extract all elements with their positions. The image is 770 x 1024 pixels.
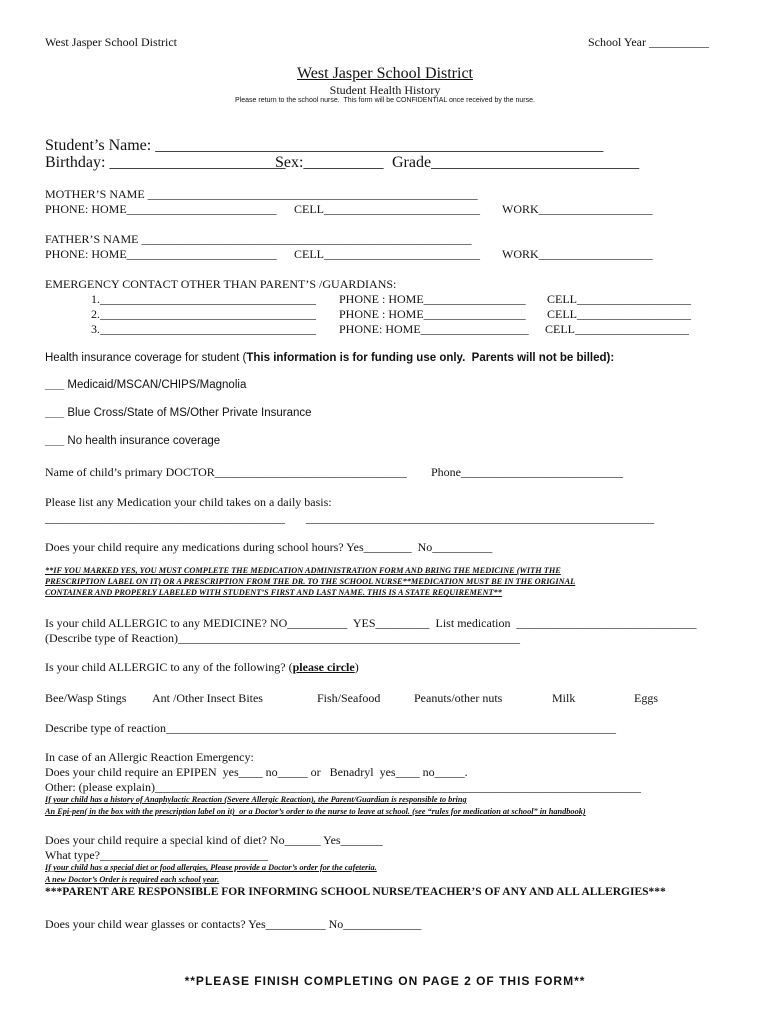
- glasses-contacts-field[interactable]: Does your child wear glasses or contacts? Yes__________ No_____________: [45, 917, 422, 931]
- anaphylaxis-notice-line: If your child has a history of Anaphylactic Reaction (Severe Allergic Reaction), the Parent/Guardian is responsible to bring: [45, 795, 467, 804]
- epipen-benadryl-field[interactable]: Does your child require an EPIPEN yes____ no_____ or Benadryl yes____ no_____.: [45, 765, 468, 779]
- emergency-cell-2[interactable]: CELL___________________: [547, 307, 691, 321]
- father-cell-field[interactable]: CELL__________________________: [294, 247, 480, 261]
- emergency-phone-1[interactable]: PHONE : HOME_________________: [339, 292, 526, 306]
- allergy-list-suffix: ): [354, 660, 359, 674]
- sex-field[interactable]: Sex:__________: [275, 154, 384, 171]
- insurance-label: Blue Cross/State of MS/Other Private Insurance: [64, 407, 312, 419]
- allergy-list-prompt: [45, 661, 359, 673]
- allergy-option-insect[interactable]: Ant /Other Insect Bites: [152, 691, 263, 705]
- please-circle-label: please circle: [292, 660, 355, 674]
- insurance-blank[interactable]: ___: [45, 379, 65, 391]
- mother-home-phone-field[interactable]: PHONE: HOME_________________________: [45, 202, 277, 216]
- father-home-phone-field[interactable]: PHONE: HOME_________________________: [45, 247, 277, 261]
- medication-notice-line: PRESCRIPTION LABEL ON IT) OR A PRESCRIPTION FROM THE DR. TO THE SCHOOL NURSE**MEDICATION MUST BE IN THE ORIGINAL: [45, 577, 576, 586]
- doctor-phone-field[interactable]: Phone___________________________: [431, 465, 623, 479]
- emergency-phone-2[interactable]: PHONE : HOME_________________: [339, 307, 526, 321]
- mother-cell-field[interactable]: CELL__________________________: [294, 202, 480, 216]
- special-diet-field[interactable]: Does your child require a special kind of diet? No______ Yes_______: [45, 833, 383, 847]
- allergy-option-bee-wasp[interactable]: Bee/Wasp Stings: [45, 691, 127, 705]
- anaphylaxis-notice-line: An Epi-pen( in the box with the prescription label on it) or a Doctor’s order to the nurse to leave at school. (see “rules for medication at school” in handbook): [45, 807, 586, 816]
- diet-notice-line: If your child has a special diet or food allergies, Please provide a Doctor’s order for the cafeteria.: [45, 863, 377, 872]
- emergency-contact-2[interactable]: 2.____________________________________: [91, 307, 316, 321]
- daily-medication-prompt: Please list any Medication your child takes on a daily basis:: [45, 495, 332, 509]
- allergy-option-seafood[interactable]: Fish/Seafood: [317, 691, 381, 705]
- medicine-allergy-field[interactable]: Is your child ALLERGIC to any MEDICINE? NO__________ YES_________ List medication ______________________________: [45, 616, 697, 630]
- emergency-contact-3[interactable]: 3.____________________________________: [91, 322, 316, 336]
- insurance-heading: [45, 353, 614, 365]
- insurance-blank[interactable]: ___: [45, 407, 65, 419]
- school-hours-medication-field[interactable]: Does your child require any medications during school hours? Yes________ No__________: [45, 540, 493, 554]
- grade-field[interactable]: Grade__________________________: [392, 154, 640, 171]
- allergy-option-eggs[interactable]: Eggs: [634, 691, 658, 705]
- emergency-phone-3[interactable]: PHONE: HOME__________________: [339, 322, 529, 336]
- other-explain-field[interactable]: Other: (please explain)_________________________________________________________________________________: [45, 780, 641, 794]
- form-subtitle: Student Health History: [329, 83, 441, 97]
- insurance-label: No health insurance coverage: [64, 435, 221, 447]
- mother-name-field[interactable]: MOTHER’S NAME _______________________________________________________: [45, 187, 478, 201]
- medication-notice-line: CONTAINER AND PROPERLY LABELED WITH STUDENT’S FIRST AND LAST NAME. THIS IS A STATE REQUIREMENT**: [45, 588, 502, 597]
- confidential-notice: Please return to the school nurse. This form will be CONFIDENTIAL once received by the nurse.: [235, 97, 535, 104]
- student-name-field[interactable]: Student’s Name: ________________________________________________________: [45, 137, 604, 154]
- medication-notice-line: **IF YOU MARKED YES, YOU MUST COMPLETE THE MEDICATION ADMINISTRATION FORM AND BRING THE MEDICINE (WITH THE: [45, 566, 561, 575]
- allergy-option-peanuts[interactable]: Peanuts/other nuts: [414, 691, 503, 705]
- emergency-cell-1[interactable]: CELL___________________: [547, 292, 691, 306]
- mother-work-field[interactable]: WORK___________________: [502, 202, 653, 216]
- district-header: West Jasper School District: [45, 35, 178, 49]
- diet-notice-line: A new Doctor’s Order is required each school year.: [45, 875, 220, 884]
- allergy-emergency-heading: In case of an Allergic Reaction Emergency:: [45, 750, 254, 764]
- insurance-billing-note: This information is for funding use only. Parents will not be billed):: [246, 352, 615, 364]
- parent-responsibility-notice: ***PARENT ARE RESPONSIBLE FOR INFORMING SCHOOL NURSE/TEACHER’S OF ANY AND ALL ALLERGIES***: [45, 886, 666, 898]
- emergency-contact-1[interactable]: 1.____________________________________: [91, 292, 316, 306]
- allergy-list-prefix: Is your child ALLERGIC to any of the following? (: [45, 660, 293, 674]
- birthday-field[interactable]: Birthday: ______________________: [45, 154, 286, 171]
- insurance-blank[interactable]: ___: [45, 435, 65, 447]
- father-name-field[interactable]: FATHER’S NAME _______________________________________________________: [45, 232, 472, 246]
- father-work-field[interactable]: WORK___________________: [502, 247, 653, 261]
- continue-page-2-notice: **PLEASE FINISH COMPLETING ON PAGE 2 OF THIS FORM**: [184, 974, 586, 988]
- diet-type-field[interactable]: What type?____________________________: [45, 848, 268, 862]
- allergy-option-milk[interactable]: Milk: [552, 691, 576, 705]
- insurance-option-none[interactable]: [45, 436, 220, 448]
- form-title: West Jasper School District: [296, 65, 473, 82]
- daily-medication-line-a[interactable]: ________________________________________: [45, 511, 285, 525]
- doctor-name-field[interactable]: Name of child’s primary DOCTOR________________________________: [45, 465, 407, 479]
- insurance-label: Medicaid/MSCAN/CHIPS/Magnolia: [64, 379, 247, 391]
- daily-medication-line-b[interactable]: __________________________________________________________: [306, 511, 654, 525]
- insurance-prefix: Health insurance coverage for student (: [45, 352, 247, 364]
- reaction-type-field[interactable]: (Describe type of Reaction)_________________________________________________________: [45, 631, 520, 645]
- emergency-heading: EMERGENCY CONTACT OTHER THAN PARENT’S /GUARDIANS:: [45, 277, 397, 291]
- insurance-option-private[interactable]: [45, 408, 312, 420]
- emergency-cell-3[interactable]: CELL___________________: [545, 322, 689, 336]
- school-year-field[interactable]: School Year __________: [588, 35, 710, 49]
- insurance-option-medicaid[interactable]: [45, 380, 246, 392]
- describe-reaction-field[interactable]: Describe type of reaction___________________________________________________________________________: [45, 721, 616, 735]
